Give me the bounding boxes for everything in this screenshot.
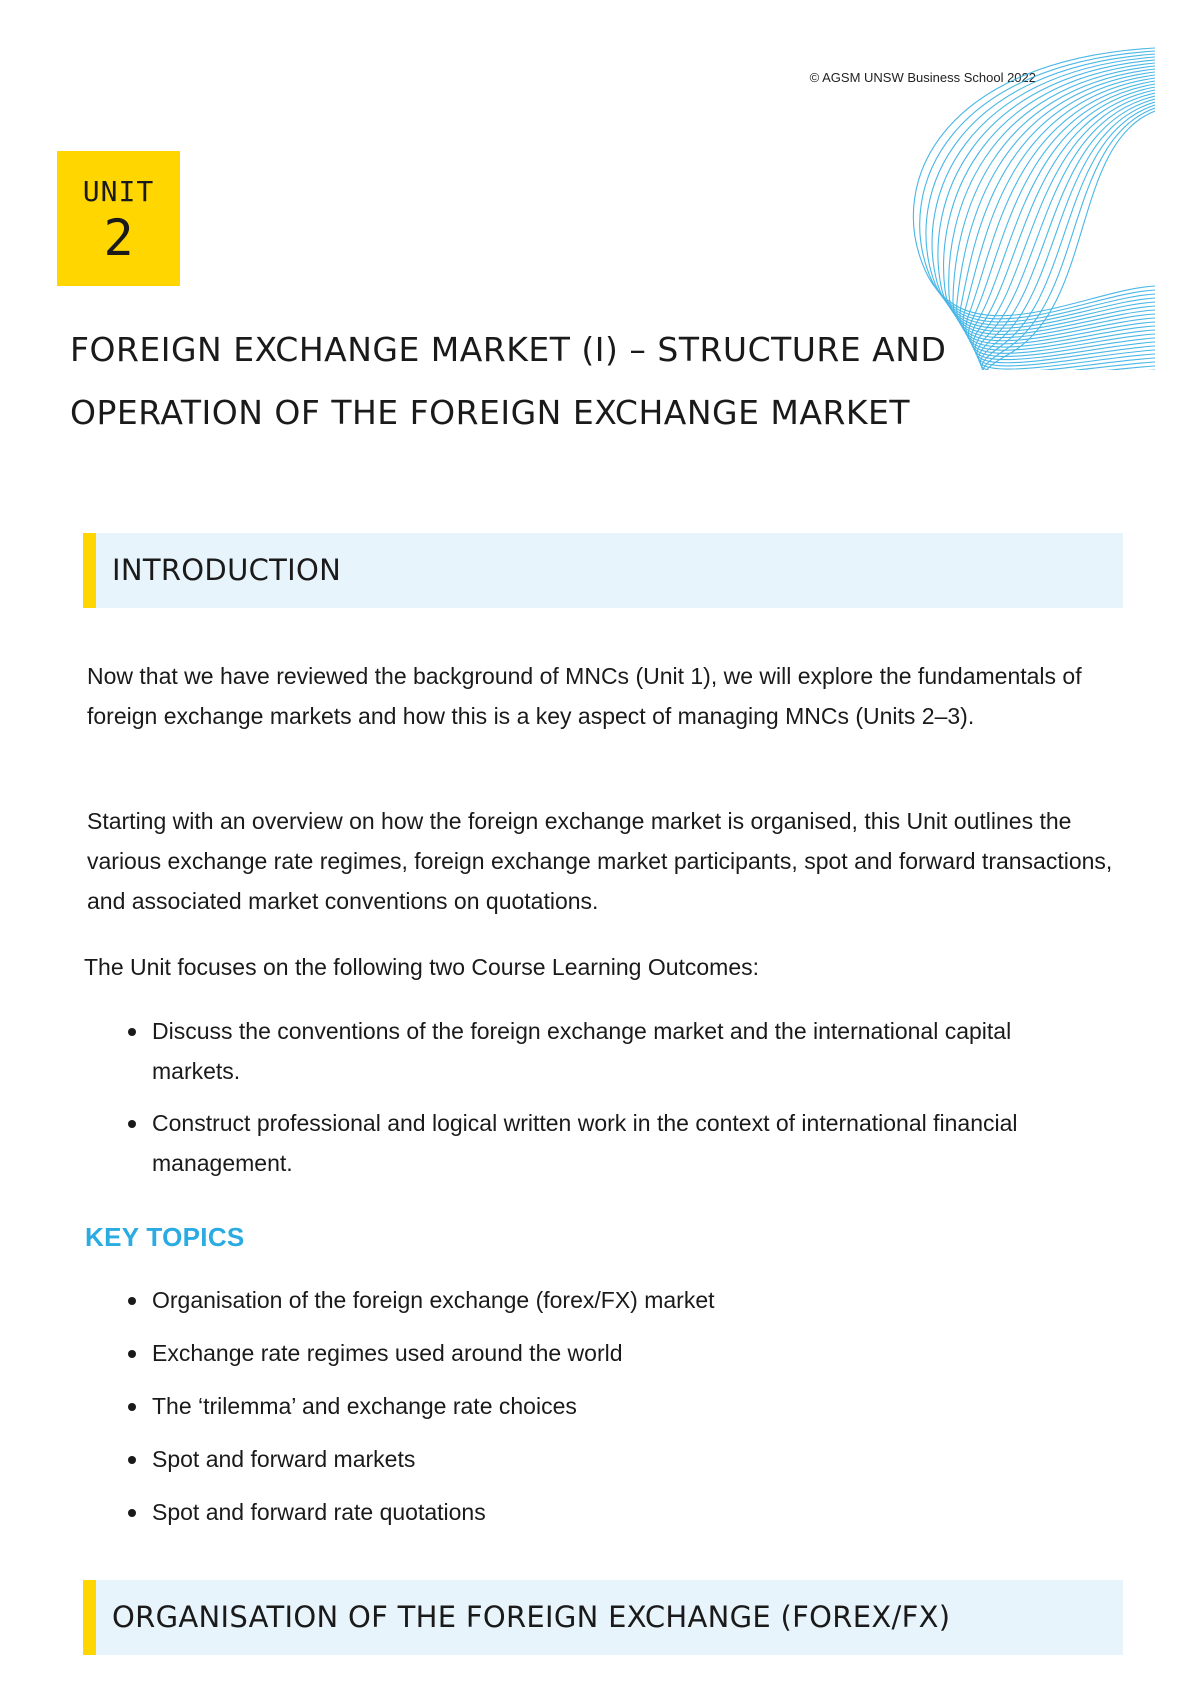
list-item: The ‘trilemma’ and exchange rate choices bbox=[125, 1386, 1085, 1426]
wave-line bbox=[953, 69, 1155, 338]
list-item: Spot and forward markets bbox=[125, 1439, 1085, 1479]
list-item: Spot and forward rate quotations bbox=[125, 1492, 1085, 1532]
list-item: Construct professional and logical written work in the context of international financial management. bbox=[125, 1103, 1085, 1183]
unit-label: UNIT bbox=[82, 175, 155, 208]
bullet-icon bbox=[128, 1456, 136, 1464]
list-item: Organisation of the foreign exchange (forex/FX) market bbox=[125, 1280, 1085, 1320]
bullet-icon bbox=[128, 1509, 136, 1517]
bullet-icon bbox=[128, 1120, 136, 1128]
learning-outcomes-list bbox=[125, 1011, 1085, 1183]
list-item: Discuss the conventions of the foreign exchange market and the international capital markets. bbox=[125, 1011, 1085, 1091]
list-item: Exchange rate regimes used around the world bbox=[125, 1333, 1085, 1373]
section-header-organisation bbox=[83, 1580, 1123, 1655]
intro-paragraph-3: The Unit focuses on the following two Course Learning Outcomes: bbox=[84, 954, 760, 980]
intro-paragraph-1: Now that we have reviewed the background of MNCs (Unit 1), we will explore the fundamentals of foreign exchange markets and how this is a key aspect of managing MNCs (Units 2–3). bbox=[87, 663, 1082, 729]
key-topics-heading: KEY TOPICS bbox=[85, 1222, 245, 1252]
page-title: FOREIGN EXCHANGE MARKET (I) – STRUCTURE AND OPERATION OF THE FOREIGN EXCHANGE MARKET bbox=[70, 330, 947, 432]
bullet-icon bbox=[128, 1350, 136, 1358]
section-header-introduction bbox=[83, 533, 1123, 608]
unit-badge bbox=[57, 151, 180, 286]
section-title: INTRODUCTION bbox=[112, 553, 342, 587]
copyright-notice: © AGSM UNSW Business School 2022 bbox=[809, 70, 1036, 85]
unit-number: 2 bbox=[103, 209, 134, 267]
intro-paragraph-2: Starting with an overview on how the foreign exchange market is organised, this Unit outlines the various exchange rate regimes, foreign exchange market participants, spot and forward transactions, and associated market conventions on quotations. bbox=[87, 808, 1113, 914]
wave-line bbox=[920, 51, 1155, 319]
bullet-icon bbox=[128, 1297, 136, 1305]
bullet-icon bbox=[128, 1028, 136, 1036]
key-topics-list bbox=[125, 1280, 1085, 1532]
bullet-icon bbox=[128, 1403, 136, 1411]
section-title: ORGANISATION OF THE FOREIGN EXCHANGE (FOREX/FX) bbox=[112, 1600, 951, 1634]
